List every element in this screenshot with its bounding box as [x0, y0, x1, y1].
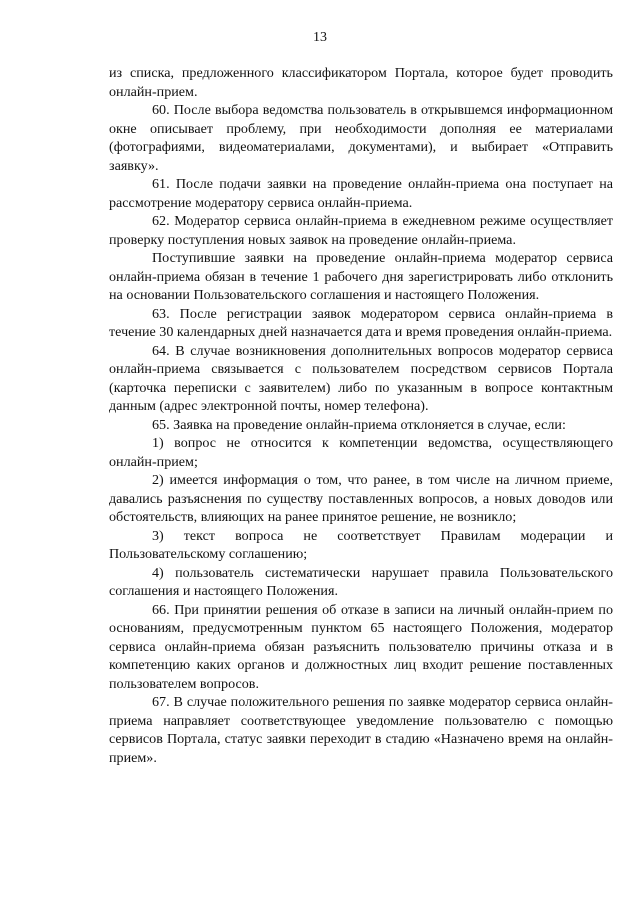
- paragraph-66: 66. При принятии решения об отказе в записи на личный онлайн-прием по основаниям, предусмотренным пунктом 65 настоящего Положения, модератор сервиса онлайн-приема обязан разъяснить пользователю причины отказа и в компетенцию каких органов и должностных лиц входит решение поставленных пользователем вопросов.: [109, 601, 613, 692]
- list-item-2: 2) имеется информация о том, что ранее, в том числе на личном приеме, давались разъяснения по существу поставленных вопросов, а новых доводов или обстоятельств, влияющих на ранее принятое решение, не возникло;: [109, 472, 613, 525]
- paragraph-62-continued: Поступившие заявки на проведение онлайн-приема модератор сервиса онлайн-приема обязан в течение 1 рабочего дня зарегистрировать либо отклонить на основании Пользовательского соглашения и настоящего Положения.: [109, 250, 613, 303]
- paragraph-67: 67. В случае положительного решения по заявке модератор сервиса онлайн-приема направляет соответствующее уведомление пользователю с помощью сервисов Портала, статус заявки переходит в стадию «Назначено время на онлайн-прием».: [109, 694, 613, 766]
- page-number: 13: [313, 30, 327, 45]
- paragraph-65: 65. Заявка на проведение онлайн-приема отклоняется в случае, если:: [152, 416, 566, 433]
- document-body: [109, 64, 613, 767]
- paragraph-61: 61. После подачи заявки на проведение онлайн-приема она поступает на рассмотрение модератору сервиса онлайн-приема.: [109, 176, 613, 211]
- paragraph-continuation: из списка, предложенного классификатором Портала, которое будет проводить онлайн-прием.: [109, 65, 613, 100]
- paragraph-60: 60. После выбора ведомства пользователь в открывшемся информационном окне описывает проблему, при необходимости дополняя ее материалами (фотографиями, видеоматериалами, документами), и выбирает «Отправить заявку».: [109, 102, 613, 174]
- list-item-4: 4) пользователь систематически нарушает правила Пользовательского соглашения и настоящего Положения.: [109, 564, 613, 599]
- paragraph-62: 62. Модератор сервиса онлайн-приема в ежедневном режиме осуществляет проверку поступления новых заявок на проведение онлайн-приема.: [109, 213, 613, 248]
- paragraph-63: 63. После регистрации заявок модератором сервиса онлайн-приема в течение 30 календарных дней назначается дата и время проведения онлайн-приема.: [109, 305, 613, 340]
- paragraph-64: 64. В случае возникновения дополнительных вопросов модератор сервиса онлайн-приема связывается с пользователем посредством сервисов Портала (карточка переписки с заявителем) либо по указанным в вопросе контактным данным (адрес электронной почты, номер телефона).: [109, 342, 613, 414]
- list-item-1: 1) вопрос не относится к компетенции ведомства, осуществляющего онлайн-прием;: [109, 435, 613, 470]
- list-item-3: 3) текст вопроса не соответствует Правилам модерации и Пользовательскому соглашению;: [109, 527, 613, 562]
